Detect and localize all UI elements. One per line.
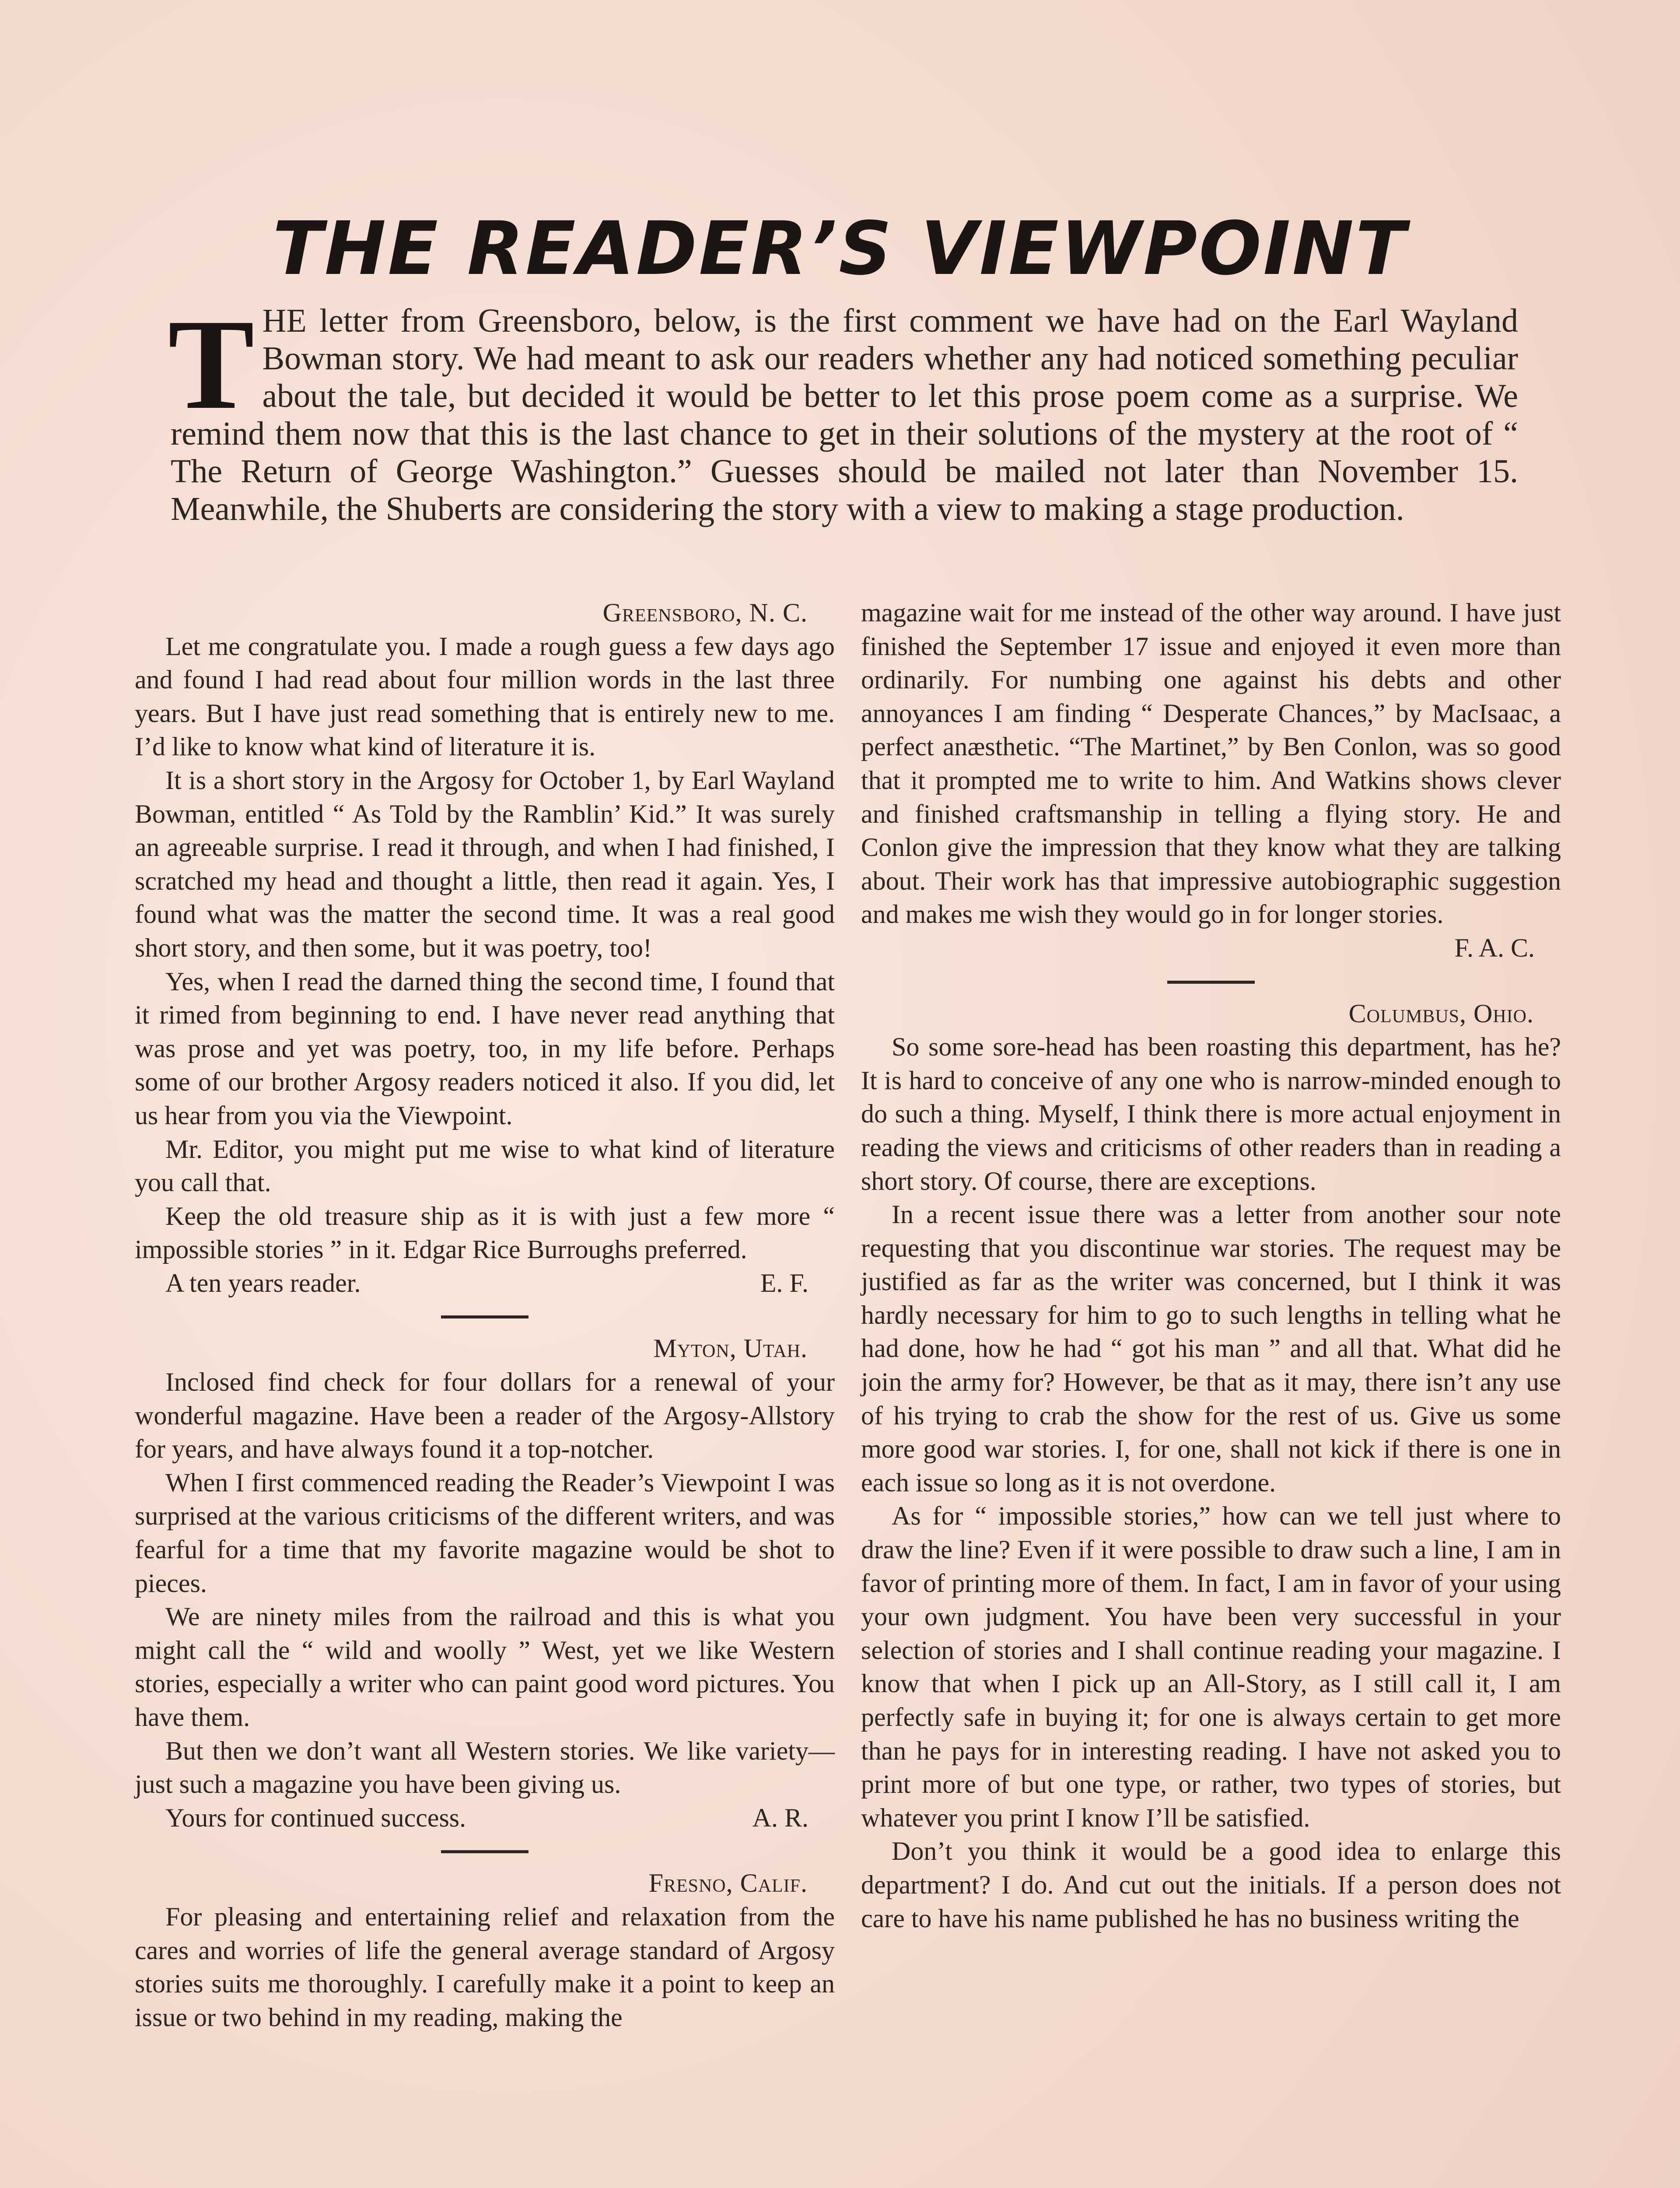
letter-paragraph: Yes, when I read the darned thing the second time, I found that it rimed from beginning to end. I have never read anything that was prose and yet was poetry, too, in my life before. Perhaps some of our brother Argosy readers noticed it also. If you did, let us hear from you via the Viewpoint. bbox=[135, 967, 835, 1130]
section-divider bbox=[441, 1315, 528, 1318]
letter-location-myton: Myton, Utah. bbox=[653, 1334, 808, 1363]
letter-paragraph: Inclosed find check for four dollars for a renewal of your wonderful magazine. Have been a reader of the Argosy-Allstory for years, and have always found it a top-notcher. bbox=[135, 1368, 835, 1464]
letter-paragraph: We are ninety miles from the railroad and this is what you might call the “ wild and woolly ” West, yet we like Western stories, especially a writer who can paint good word pictures. You have them. bbox=[135, 1602, 835, 1732]
letter-location-greensboro: Greensboro, N. C. bbox=[602, 598, 808, 627]
signature-initials: F. A. C. bbox=[1454, 933, 1535, 962]
letter-signature bbox=[861, 931, 1561, 965]
letter-paragraph: It is a short story in the Argosy for October 1, by Earl Wayland Bowman, entitled “ As Told by the Ramblin’ Kid.” It was surely an agreeable surprise. I read it through, and when I had finished, I scratched my head and thought a little, then read it again. Yes, I found what was the matter the second time. It was a real good short story, and then some, but it was poetry, too! bbox=[135, 765, 835, 962]
intro-paragraph bbox=[168, 293, 1518, 528]
signature-initials: E. F. bbox=[760, 1268, 808, 1297]
page-title: THE READER’S VIEWPOINT bbox=[273, 206, 1407, 291]
letter-paragraph: When I first commenced reading the Reader’s Viewpoint I was surprised at the various criticisms of the different writers, and was fearful for a time that my favorite magazine would be shot to pieces. bbox=[135, 1468, 835, 1598]
left-column bbox=[135, 596, 835, 2034]
letter-paragraph: Let me congratulate you. I made a rough guess a few days ago and found I had read about four million words in the last three years. But I have just read something that is entirely new to me. I’d like to know what kind of literature it is. bbox=[135, 631, 835, 761]
letter-paragraph: In a recent issue there was a letter from another sour note requesting that you discontinue war stories. The request may be justified as far as the writer was concerned, but I think it was hardly necessary for him to go to such lengths in telling what he had done, how he had “ got his man ” and all that. What did he join the army for? However, be that as it may, there isn’t any use of his trying to crab the show for the rest of us. Give us some more good war stories. I, for one, shall not kick if there is one in each issue so long as it is not overdone. bbox=[861, 1200, 1561, 1497]
signature-initials: A. R. bbox=[752, 1803, 808, 1832]
letter-location-columbus: Columbus, Ohio. bbox=[1348, 999, 1534, 1028]
letter-paragraph-continued: magazine wait for me instead of the other way around. I have just finished the September 17 issue and enjoyed it even more than ordinarily. For numbing one against his debts and other annoyances I am finding “ Desperate Chances,” by MacIsaac, a perfect anæsthetic. “The Martinet,” by Ben Conlon, was so good that it prompted me to write to him. And Watkins shows clever and finished craftsmanship in telling a flying story. He and Conlon give the impression that they know what they are talking about. Their work has that impressive autobiographic suggestion and makes me wish they would go in for longer stories. bbox=[861, 598, 1561, 929]
letter-paragraph: Keep the old treasure ship as it is with just a few more “ impossible stories ” in it. Edgar Rice Burroughs preferred. bbox=[135, 1201, 835, 1264]
letter-paragraph: Mr. Editor, you might put me wise to what kind of literature you call that. bbox=[135, 1134, 835, 1197]
letter-signature bbox=[135, 1801, 835, 1835]
letter-paragraph: So some sore-head has been roasting this department, has he? It is hard to conceive of any one who is narrow-minded enough to do such a thing. Myself, I think there is more actual enjoyment in reading the views and criticisms of other readers than in reading a short story. Of course, there are exceptions. bbox=[861, 1032, 1561, 1196]
section-divider bbox=[441, 1850, 528, 1853]
right-column bbox=[861, 596, 1561, 1935]
letter-paragraph: Don’t you think it would be a good idea to enlarge this department? I do. And cut out the initials. If a person does not care to have his name published he has no business writing the bbox=[861, 1837, 1561, 1933]
signature-closing: Yours for continued success. bbox=[165, 1803, 466, 1832]
letter-location-fresno: Fresno, Calif. bbox=[648, 1869, 808, 1898]
letter-paragraph: As for “ impossible stories,” how can we tell just where to draw the line? Even if it were possible to draw such a line, I am in favor of printing more of them. In fact, I am in favor of your using your own judgment. You have been very successful in your selection of stories and I shall continue reading your magazine. I know that when I pick up an All-Story, as I still call it, I am perfectly safe in buying it; for one is always certain to get more than he pays for in interesting reading. I have not asked you to print more of but one type, or rather, two types of stories, but whatever you print I know I’ll be satisfied. bbox=[861, 1501, 1561, 1832]
intro-text: HE letter from Greensboro, below, is the first comment we have had on the Earl Wayland Bowman story. We had meant to ask our readers whether any had noticed something peculiar about the tale, but decided it would be better to let this prose poem come as a surprise. We remind them now that this is the last chance to get in their solutions of the mystery at the root of “ The Return of George Washington.” Guesses should be mailed not later than November 15. Meanwhile, the Shuberts are considering the story with a view to making a stage production. bbox=[171, 302, 1518, 527]
letter-paragraph: But then we don’t want all Western stories. We like variety—just such a magazine you have been giving us. bbox=[135, 1736, 835, 1799]
signature-closing: A ten years reader. bbox=[165, 1268, 361, 1297]
drop-cap: T bbox=[168, 293, 255, 436]
section-divider bbox=[1167, 981, 1255, 984]
letter-paragraph: For pleasing and entertaining relief and relaxation from the cares and worries of life the general average standard of Argosy stories suits me thoroughly. I carefully make it a point to keep an issue or two behind in my reading, making the bbox=[135, 1902, 835, 2032]
letter-signature bbox=[135, 1266, 835, 1300]
